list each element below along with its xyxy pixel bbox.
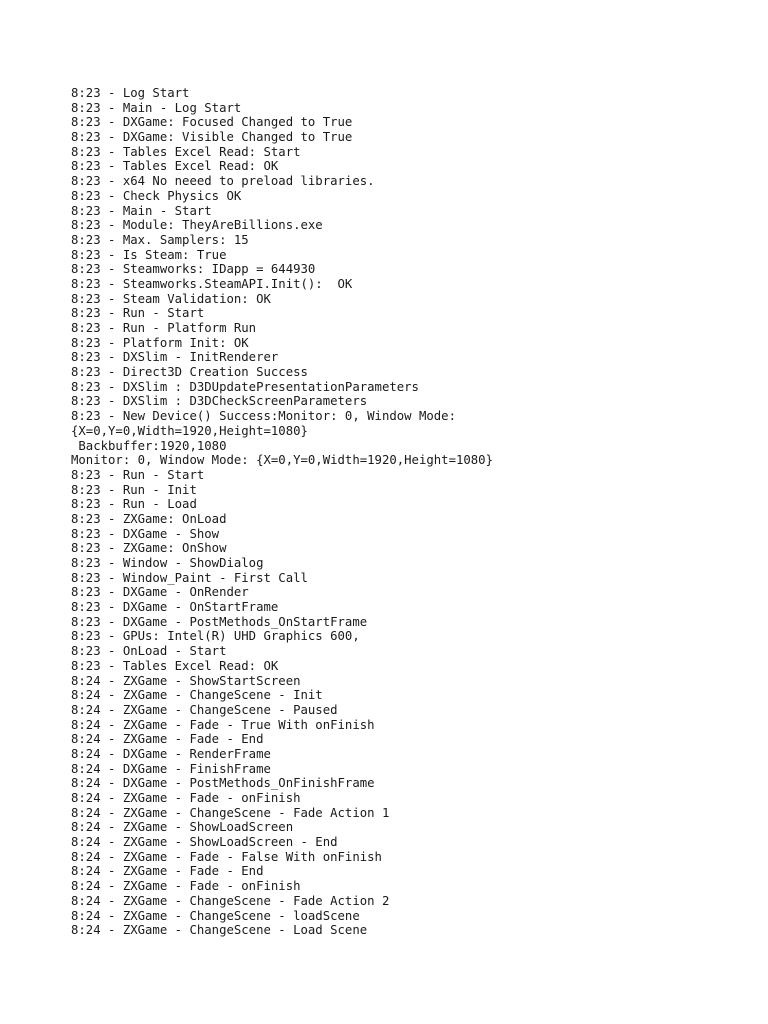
log-line: 8:24 - ZXGame - ChangeScene - Fade Action 1 bbox=[71, 805, 390, 820]
log-line: 8:24 - ZXGame - ShowStartScreen bbox=[71, 673, 301, 688]
log-text-block bbox=[71, 86, 751, 938]
log-line: 8:23 - ZXGame: OnShow bbox=[71, 541, 227, 556]
log-line: 8:24 - ZXGame - ChangeScene - Paused bbox=[71, 702, 338, 717]
log-line: 8:24 - ZXGame - Fade - End bbox=[71, 864, 264, 879]
log-line: 8:23 - Main - Start bbox=[71, 203, 212, 218]
log-line: 8:24 - ZXGame - ShowLoadScreen bbox=[71, 820, 294, 835]
log-line: 8:23 - DXGame - Show bbox=[71, 526, 220, 541]
log-line: 8:23 - Run - Load bbox=[71, 497, 197, 512]
log-line: 8:23 - DXSlim : D3DCheckScreenParameters bbox=[71, 394, 368, 409]
log-line: 8:23 - DXSlim : D3DUpdatePresentationParameters bbox=[71, 379, 419, 394]
log-line: 8:23 - DXGame - OnStartFrame bbox=[71, 600, 279, 615]
log-line: 8:24 - ZXGame - ChangeScene - loadScene bbox=[71, 908, 360, 923]
log-line: 8:24 - ZXGame - Fade - End bbox=[71, 732, 264, 747]
log-line: 8:23 - Module: TheyAreBillions.exe bbox=[71, 218, 323, 233]
log-line: 8:24 - ZXGame - ChangeScene - Load Scene bbox=[71, 923, 368, 938]
log-line: 8:24 - DXGame - FinishFrame bbox=[71, 761, 271, 776]
log-line: 8:23 - Max. Samplers: 15 bbox=[71, 232, 249, 247]
log-line: 8:23 - DXGame - PostMethods_OnStartFrame bbox=[71, 614, 368, 629]
log-line: 8:24 - DXGame - RenderFrame bbox=[71, 746, 271, 761]
log-line: 8:24 - DXGame - PostMethods_OnFinishFrame bbox=[71, 776, 375, 791]
log-line: 8:23 - OnLoad - Start bbox=[71, 644, 227, 659]
log-line: 8:23 - Steam Validation: OK bbox=[71, 291, 271, 306]
log-line: 8:23 - DXGame: Visible Changed to True bbox=[71, 130, 353, 145]
log-line: 8:24 - ZXGame - ChangeScene - Fade Action 2 bbox=[71, 893, 390, 908]
log-line: 8:24 - ZXGame - ShowLoadScreen - End bbox=[71, 835, 338, 850]
log-line: 8:23 - Run - Start bbox=[71, 306, 205, 321]
log-line: 8:23 - ZXGame: OnLoad bbox=[71, 511, 227, 526]
log-line: 8:24 - ZXGame - Fade - onFinish bbox=[71, 879, 301, 894]
log-line: 8:23 - Is Steam: True bbox=[71, 247, 227, 262]
log-line: 8:24 - ZXGame - Fade - onFinish bbox=[71, 791, 301, 805]
log-line: 8:23 - Steamworks: IDapp = 644930 bbox=[71, 262, 316, 277]
log-line: 8:23 - DXSlim - InitRenderer bbox=[71, 350, 279, 365]
log-line: 8:23 - GPUs: Intel(R) UHD Graphics 600, bbox=[71, 629, 360, 644]
log-line: Backbuffer:1920,1080 bbox=[71, 438, 227, 453]
log-line: 8:23 - Window - ShowDialog bbox=[71, 556, 264, 570]
log-line: 8:23 - New Device() Success:Monitor: 0, Window Mode: bbox=[71, 409, 456, 424]
log-line: 8:23 - Check Physics OK bbox=[71, 188, 242, 203]
log-line: 8:23 - Log Start bbox=[71, 86, 190, 100]
log-line: 8:23 - Platform Init: OK bbox=[71, 335, 249, 350]
log-line: 8:24 - ZXGame - Fade - False With onFinish bbox=[71, 849, 382, 864]
log-line: {X=0,Y=0,Width=1920,Height=1080} bbox=[71, 423, 308, 438]
log-line: 8:24 - ZXGame - Fade - True With onFinish bbox=[71, 717, 375, 732]
log-line: 8:23 - Tables Excel Read: OK bbox=[71, 159, 279, 174]
log-line: 8:23 - Tables Excel Read: Start bbox=[71, 144, 301, 159]
log-line: 8:23 - Window_Paint - First Call bbox=[71, 570, 308, 585]
log-line: 8:23 - Steamworks.SteamAPI.Init(): OK bbox=[71, 276, 353, 291]
log-line: 8:23 - Direct3D Creation Success bbox=[71, 365, 308, 380]
log-line: 8:23 - Run - Platform Run bbox=[71, 321, 257, 335]
log-line: 8:23 - Main - Log Start bbox=[71, 100, 242, 115]
log-line: 8:23 - Run - Init bbox=[71, 482, 197, 497]
log-line: 8:23 - Tables Excel Read: OK bbox=[71, 658, 279, 673]
log-line: 8:23 - Run - Start bbox=[71, 467, 205, 482]
log-line: 8:24 - ZXGame - ChangeScene - Init bbox=[71, 688, 323, 703]
log-line: 8:23 - DXGame: Focused Changed to True bbox=[71, 115, 353, 130]
log-line: Monitor: 0, Window Mode: {X=0,Y=0,Width=1920,Height=1080} bbox=[71, 453, 493, 468]
log-line: 8:23 - x64 No neeed to preload libraries. bbox=[71, 174, 375, 189]
log-line: 8:23 - DXGame - OnRender bbox=[71, 585, 249, 600]
